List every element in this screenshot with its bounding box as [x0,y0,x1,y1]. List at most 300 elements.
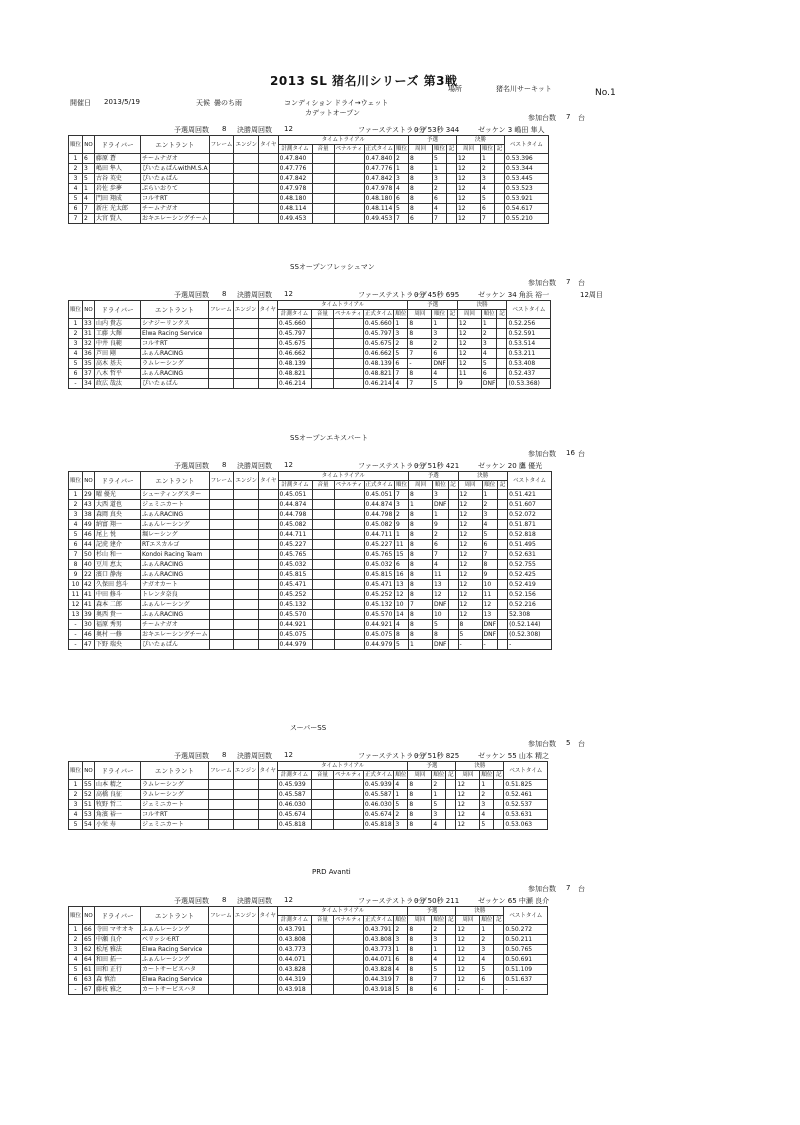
cell-qual-rank: 4 [432,560,448,570]
cell-frame [209,620,234,630]
cell-tire [259,490,278,500]
cell-entrant: 堀レーシング [141,530,210,540]
cell-penalty [333,965,363,975]
cell-final-rank: - [482,640,498,650]
cell-rank: 9 [69,570,83,580]
cell-qual-laps: - [408,359,432,369]
cell-tire [259,520,278,530]
cell-no: 4 [83,194,95,204]
cell-engine [233,955,258,965]
cell-frame [209,510,234,520]
cell-qual-note [446,820,456,830]
cell-final-note [498,600,508,610]
cell-noise [311,339,333,349]
cell-final-note [498,640,508,650]
table-row [69,820,548,830]
cell-no: 49 [83,520,95,530]
cell-engine [233,975,258,985]
cell-noise [311,955,333,965]
entries-count: 7 [566,278,571,286]
table-row [69,204,549,214]
cell-qual-rank: 12 [432,590,448,600]
cell-frame [209,640,234,650]
cell-best-time: 0.52.591 [507,329,551,339]
cell-qual-note [446,780,456,790]
cell-tt-rank: 7 [394,975,408,985]
cell-penalty [333,955,363,965]
entries-label: 参加台数 [528,114,556,122]
section-title: PRD Avanti [312,868,351,876]
cell-rank: 3 [69,174,83,184]
cell-final-rank: 11 [482,590,498,600]
cell-tire [259,540,278,550]
cell-final-rank: 10 [482,580,498,590]
cell-meas-time: 0.47.978 [278,184,312,194]
cell-no: 41 [83,600,95,610]
cell-final-rank: 3 [482,510,498,520]
cell-qual-note [448,590,458,600]
cell-tire [258,965,277,975]
cell-official-time: 0.46.030 [363,800,393,810]
cell-tire [259,154,278,164]
cell-tire [259,174,278,184]
header-engine: エンジン [234,472,259,490]
table-row [69,965,548,975]
cell-official-time: 0.45.051 [364,490,394,500]
cell-frame [209,490,234,500]
cell-final-laps: 12 [456,154,480,164]
cell-tire [259,194,278,204]
cell-final-note [494,925,504,935]
table-row [69,194,549,204]
cell-best-time: 0.53.514 [507,339,551,349]
cell-tt-rank: 2 [394,154,408,164]
cell-tire [259,560,278,570]
cell-meas-time: 0.44.921 [278,620,312,630]
cell-qual-note [446,204,456,214]
cell-penalty [333,339,363,349]
cell-rank: 2 [69,500,83,510]
header-entrant: エントラント [141,762,209,780]
final-laps-value: 12 [284,461,293,469]
cell-qual-laps: 8 [408,800,432,810]
cell-qual-note [448,520,458,530]
page-title: 2013 SL 猪名川シリーズ 第3戦 [270,74,458,88]
cell-noise [311,780,333,790]
cell-frame [209,955,234,965]
cell-entrant: ぴいたぁぱんwithM.S.A [142,165,208,172]
cell-frame [209,329,234,339]
cell-driver: 尾上 悦 [95,530,141,540]
cell-noise [311,945,333,955]
cell-best-time: 0.51.109 [504,965,548,975]
cell-meas-time: 0.46.214 [277,379,311,389]
cell-qual-laps: 8 [408,590,432,600]
cell-meas-time: 0.45.132 [278,600,312,610]
cell-driver: 福原 秀男 [95,620,141,630]
cell-qual-laps: 8 [408,164,432,174]
cell-qual-rank: 4 [432,369,448,379]
cell-official-time: 0.44.921 [364,620,394,630]
cell-final-laps: 12 [456,925,480,935]
final-laps-value: 12 [284,896,293,904]
cell-tire [259,214,278,224]
cell-noise [311,820,333,830]
cell-final-note [494,945,504,955]
cell-official-time: 0.45.252 [364,590,394,600]
cell-official-time: 0.45.471 [364,580,394,590]
cell-frame [209,174,234,184]
cell-final-laps: 12 [458,590,482,600]
table-row [69,164,549,174]
cell-driver: 牧野 哲二 [95,800,141,810]
cell-best-time: 0.52.631 [508,550,552,560]
cell-best-time: 0.53.408 [507,359,551,369]
cell-engine [233,820,258,830]
cell-frame [209,204,234,214]
cell-penalty [334,500,364,510]
cell-final-rank: 12 [482,600,498,610]
cell-official-time: 0.44.798 [364,510,394,520]
cell-final-laps: 12 [456,800,480,810]
cell-qual-note [446,975,456,985]
cell-official-time: 0.45.570 [364,610,394,620]
cell-tt-rank: 1 [394,790,408,800]
cell-tire [258,935,277,945]
section-title: SSオープンエキスパート [290,434,369,442]
cell-final-laps: 12 [457,329,481,339]
cell-tire [259,630,278,640]
header-driver: ドライバー [95,762,141,780]
cell-final-laps: 12 [458,570,482,580]
cell-engine [234,560,259,570]
cell-qual-note [446,194,456,204]
cell-noise [312,510,334,520]
table-row [69,610,552,620]
cell-driver: 奥村 一修 [95,630,141,640]
cell-frame [209,600,234,610]
cell-rank: 2 [69,935,83,945]
cell-final-laps: 12 [457,349,481,359]
cell-engine [233,349,258,359]
cell-noise [312,184,334,194]
header-driver: ドライバー [95,907,141,925]
cell-qual-laps: 8 [408,520,432,530]
cell-qual-rank: 6 [432,540,448,550]
cell-no: 33 [83,319,95,329]
section-title: SSオープンフレッシュマン [290,263,375,271]
table-row [69,780,548,790]
cell-final-laps: 12 [457,359,481,369]
cell-final-note [498,520,508,530]
cell-no: 53 [83,810,95,820]
cell-final-laps: 12 [458,510,482,520]
cell-no: 2 [83,214,95,224]
cell-final-note [497,339,507,349]
cell-tt-rank: 15 [394,550,408,560]
entries-unit: 台 [578,885,585,893]
cell-official-time: 0.44.319 [363,975,393,985]
header-driver: ドライバー [95,472,141,490]
cell-engine [234,154,259,164]
cell-entrant: ラムレーシング [141,780,209,790]
cell-rank: - [69,379,83,389]
cell-tt-rank: 3 [394,500,408,510]
final-laps-value: 12 [284,751,293,759]
cell-meas-time: 0.45.939 [277,780,311,790]
cell-official-time: 0.43.828 [363,965,393,975]
cell-official-time: 0.47.840 [364,154,394,164]
cell-no: 66 [83,925,95,935]
cell-engine [234,490,259,500]
cell-entrant: ぴいたぁぱん [141,640,210,650]
qual-laps-value: 8 [222,290,227,298]
cell-tt-rank: 7 [394,490,408,500]
cell-entrant: ラムレーシング [141,790,209,800]
cell-rank: 7 [69,550,83,560]
cell-entrant: ふぁんRACING [141,510,210,520]
cell-tt-rank: 9 [394,520,408,530]
header-meas-time: 計測タイム [277,310,311,319]
header-meas-time: 計測タイム [278,145,312,154]
cell-meas-time: 0.45.032 [278,560,312,570]
cell-final-rank: 2 [480,164,494,174]
cell-noise [312,500,334,510]
cell-penalty [334,620,364,630]
cell-tire [258,800,277,810]
cell-meas-time: 0.45.815 [278,570,312,580]
cell-official-time: 0.45.674 [363,810,393,820]
table-row [69,329,551,339]
cell-tire [258,780,277,790]
table-row [69,590,552,600]
header-noise: 音量 [311,310,333,319]
cell-final-rank: DNF [483,621,497,628]
cell-qual-rank: 2 [432,184,446,194]
cell-final-note [498,590,508,600]
table-row [69,800,548,810]
cell-final-rank: 9 [482,570,498,580]
cell-official-time: 0.45.818 [363,820,393,830]
cell-rank: 1 [69,490,83,500]
cell-entrant: ふぁんRACING [141,369,209,379]
cell-driver: 中田 修斗 [95,590,141,600]
cell-qual-rank: 8 [432,630,448,640]
cell-final-laps: 11 [457,369,481,379]
cell-best-time: 0.53.631 [504,810,548,820]
cell-noise [311,790,333,800]
entries-count: 5 [566,739,571,747]
cell-qual-rank: 3 [432,935,446,945]
cell-no: 40 [83,560,95,570]
cell-meas-time: 0.44.874 [278,500,312,510]
header-final-laps: 周回 [457,310,481,319]
cell-qual-laps: 8 [408,339,432,349]
cell-rank: 3 [69,945,83,955]
cell-best-time: 0.52.437 [507,369,551,379]
cell-engine [234,184,259,194]
cell-tt-rank: 5 [394,204,408,214]
cell-no: 5 [83,174,95,184]
header-best-time: ベストタイム [505,136,549,154]
cell-final-note [494,780,504,790]
cell-final-rank: 1 [480,780,494,790]
cell-driver: 工藤 大輝 [95,329,141,339]
cell-rank: 3 [69,339,83,349]
cell-best-time: 0.50.272 [504,925,548,935]
cell-engine [233,800,258,810]
cell-final-note [498,510,508,520]
cell-engine [234,520,259,530]
cell-penalty [334,184,364,194]
cell-qual-laps: 7 [408,379,432,389]
header-meas-time: 計測タイム [277,916,311,925]
cell-final-laps: 12 [458,540,482,550]
cell-frame [209,560,234,570]
cell-official-time: 0.45.075 [364,630,394,640]
cell-final-rank: 13 [482,610,498,620]
cell-final-laps: 12 [456,935,480,945]
cell-final-rank: 4 [480,810,494,820]
cell-official-time: 0.45.939 [363,780,393,790]
cell-driver: 大西 道也 [95,500,141,510]
cell-noise [312,570,334,580]
cell-no: 62 [83,945,95,955]
header-final-note: 記 [497,310,507,319]
cell-no: 31 [83,329,95,339]
cell-tt-rank: 4 [394,780,408,790]
cell-best-time: 0.52.256 [507,319,551,329]
header-frame: フレーム [209,301,234,319]
table-row [69,520,552,530]
cell-frame [209,164,234,174]
cell-tire [259,204,278,214]
cell-final-rank: 3 [481,339,497,349]
cell-official-time: 0.47.978 [364,184,394,194]
cell-penalty [333,379,363,389]
cell-qual-laps: 8 [408,570,432,580]
cell-rank: 5 [69,194,83,204]
cell-entrant: ジェミニカート [141,500,210,510]
cell-entrant: シナジーリンクス [141,319,209,329]
cell-final-note [498,620,508,630]
cell-official-time: 0.45.660 [363,319,393,329]
entries-count: 7 [566,884,571,892]
cell-driver: 濱口 静海 [95,570,141,580]
cell-qual-rank: 4 [432,955,446,965]
cell-final-note [498,570,508,580]
cell-final-note [498,550,508,560]
cell-rank: 6 [69,540,83,550]
cell-engine [234,204,259,214]
entries-label: 参加台数 [528,279,556,287]
cell-driver: 藤枝 雅之 [95,985,141,995]
cell-final-laps: 12 [456,194,480,204]
date-label: 開催日 [70,99,91,107]
cell-qual-note [447,319,457,329]
cell-final-note [498,540,508,550]
cell-driver: 新庄 光太郎 [95,204,141,214]
cell-entrant: カートサービスハタ [141,985,209,995]
cell-qual-note [447,369,457,379]
cell-tt-rank: 6 [394,955,408,965]
cell-official-time: 0.43.791 [363,925,393,935]
cell-official-time: 0.48.114 [364,204,394,214]
cell-qual-rank: 3 [432,810,446,820]
cell-noise [312,174,334,184]
cell-qual-rank: 6 [432,985,446,995]
cell-penalty [334,550,364,560]
cell-qual-note [448,610,458,620]
cell-tt-rank: 6 [394,194,408,204]
cell-driver: 角濱 裕一 [95,810,141,820]
cell-best-time: 0.50.765 [504,945,548,955]
header-entrant: エントラント [141,136,210,154]
entries-unit: 台 [578,740,585,748]
header-qual: 予選 [408,762,456,771]
header-no: NO [83,762,95,780]
cell-final-rank: 6 [482,540,498,550]
cell-driver: 芦田 剛 [95,349,141,359]
cell-final-laps: 12 [458,490,482,500]
cell-no: 29 [83,490,95,500]
qual-laps-label: 予選周回数 [174,462,209,470]
header-final-rank: 順位 [481,310,497,319]
cell-driver: 門田 翔成 [95,194,141,204]
cell-meas-time: 0.44.798 [278,510,312,520]
cell-tire [258,349,277,359]
cell-qual-laps: 8 [408,510,432,520]
cell-no: 7 [83,204,95,214]
cell-final-note [495,204,505,214]
header-qual: 予選 [408,472,458,481]
cell-qual-rank: 3 [432,174,446,184]
cell-entrant: Elwa Racing Service [141,945,209,955]
cell-meas-time: 0.47.776 [278,164,312,174]
cell-driver: 松尾 雅法 [95,945,141,955]
cell-meas-time: 0.48.821 [277,369,311,379]
cell-final-laps: 12 [456,975,480,985]
cell-final-rank: 1 [480,925,494,935]
cell-final-laps: 12 [456,810,480,820]
cell-official-time: 0.47.842 [364,174,394,184]
cell-qual-note [448,570,458,580]
cell-meas-time: 0.44.711 [278,530,312,540]
cell-engine [234,174,259,184]
cell-meas-time: 0.45.818 [277,820,311,830]
cell-tire [259,590,278,600]
cell-qual-laps: 8 [408,630,432,640]
cell-tt-rank: 1 [394,319,408,329]
cell-penalty [334,540,364,550]
cell-final-laps: 12 [458,550,482,560]
cell-meas-time: 0.43.918 [277,985,311,995]
cell-final-rank: 6 [481,369,497,379]
cell-final-laps: 12 [458,500,482,510]
cell-final-rank: 1 [480,154,494,164]
cell-best-time: 0.51.871 [508,520,552,530]
table-row [69,600,552,610]
cell-qual-note [447,349,457,359]
cell-best-time: 0.53.921 [505,194,549,204]
cell-official-time: 0.43.918 [363,985,393,995]
table-row [69,945,548,955]
cell-final-laps: 12 [456,214,480,224]
cell-qual-laps: 8 [408,560,432,570]
cell-no: 61 [83,965,95,975]
cell-official-time: 0.45.227 [364,540,394,550]
cell-qual-laps: 8 [408,369,432,379]
